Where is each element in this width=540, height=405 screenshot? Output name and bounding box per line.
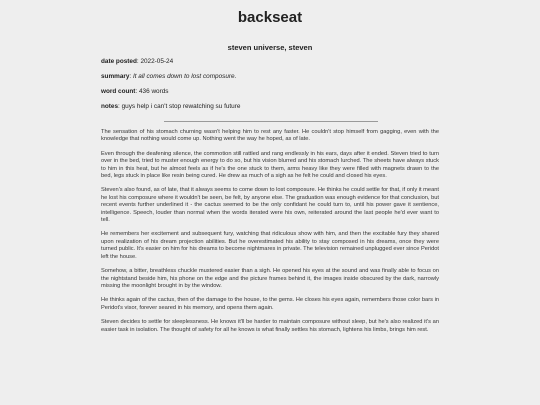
summary-row: summary: It all comes down to lost composure. bbox=[101, 73, 237, 80]
story-paragraph: The sensation of his stomach churning wasn't helping him to rest any faster. He couldn't stop himself from gagging, even with the knowledge that nothing would come up. Nothing went the way he hoped, as of late. bbox=[101, 129, 439, 143]
story-paragraph: Steven's also found, as of late, that it always seems to come down to lost composure. He thinks he could settle for that, if only it meant he lost his composure where it wouldn't be seen, be felt, by anyone else. The graduation was enough evidence for that conclusion, but recent events further underlined it - the cactus seemed to be the only confidant he could turn to, until his power gave it sentience, intelligence. Speech, louder than normal when the words iterated were his own, reiterated around the last people he'd ever want to tell. bbox=[101, 187, 439, 224]
date-posted-label: date posted bbox=[101, 58, 137, 65]
notes-label: notes bbox=[101, 103, 119, 110]
date-posted-row: date posted: 2022-05-24 bbox=[101, 58, 174, 65]
notes-row: notes: guys help i can't stop rewatching su future bbox=[101, 103, 241, 110]
story-body bbox=[101, 129, 439, 341]
summary-label: summary bbox=[101, 73, 130, 80]
fandom-tags: steven universe, steven bbox=[227, 43, 313, 52]
word-count-label: word count bbox=[101, 88, 136, 95]
word-count-row: word count: 436 words bbox=[101, 88, 169, 95]
date-posted-value: 2022-05-24 bbox=[140, 58, 174, 65]
word-count-value: 436 words bbox=[139, 88, 169, 95]
story-paragraph: Even through the deafening silence, the commotion still rattled and rang endlessly in his ears, days after it ended. Steven tried to turn over in the bed, tried to muster enough energy to do so, but his vision blurred and his stomach lurched. The sheets have always stuck to him in this heat, but he almost feels as if he's the one stuck to them, arms heavy like they were filled with magnets drawn to the bed, legs stuck in place like resin being cured. He drew as much of a sigh as he felt he could and closed his eyes. bbox=[101, 150, 439, 180]
page-title: backseat bbox=[237, 9, 303, 26]
section-divider bbox=[164, 121, 378, 122]
story-paragraph: Steven decides to settle for sleeplessness. He knows it'll be harder to maintain composure without sleep, but he's also realized it's an easier task in isolation. The thought of safety for all he knows is what finally settles his stomach, lightens his limbs, brings him rest. bbox=[101, 319, 439, 333]
metadata-block bbox=[0, 58, 540, 111]
story-paragraph: He remembers her excitement and subsequent fury, watching that ridiculous show with him, and then the excitable fury they shared upon realization of his dream projection abilities. But he overestimated his ability to stay composed in his dreams, once they were turned public. It's easier on him for his dreams to become nightmares in private. The television remained unplugged ever since Peridot left the house. bbox=[101, 231, 439, 260]
summary-value: It all comes down to lost composure. bbox=[132, 73, 237, 80]
story-paragraph: Somehow, a bitter, breathless chuckle mustered easier than a sigh. He opened his eyes at the sound and was finally able to focus on the nightstand beside him, his phone on the edge and the picture frames behind it, the images inside obscured by the dark, narrowly missing the moonlight brought in by the window. bbox=[101, 268, 439, 289]
notes-value: guys help i can't stop rewatching su future bbox=[121, 103, 241, 110]
story-paragraph: He thinks again of the cactus, then of the damage to the house, to the gems. He closes his eyes again, remembers those color bars in Peridot's visor, forever seared in his memory, and opens them again. bbox=[101, 297, 439, 311]
